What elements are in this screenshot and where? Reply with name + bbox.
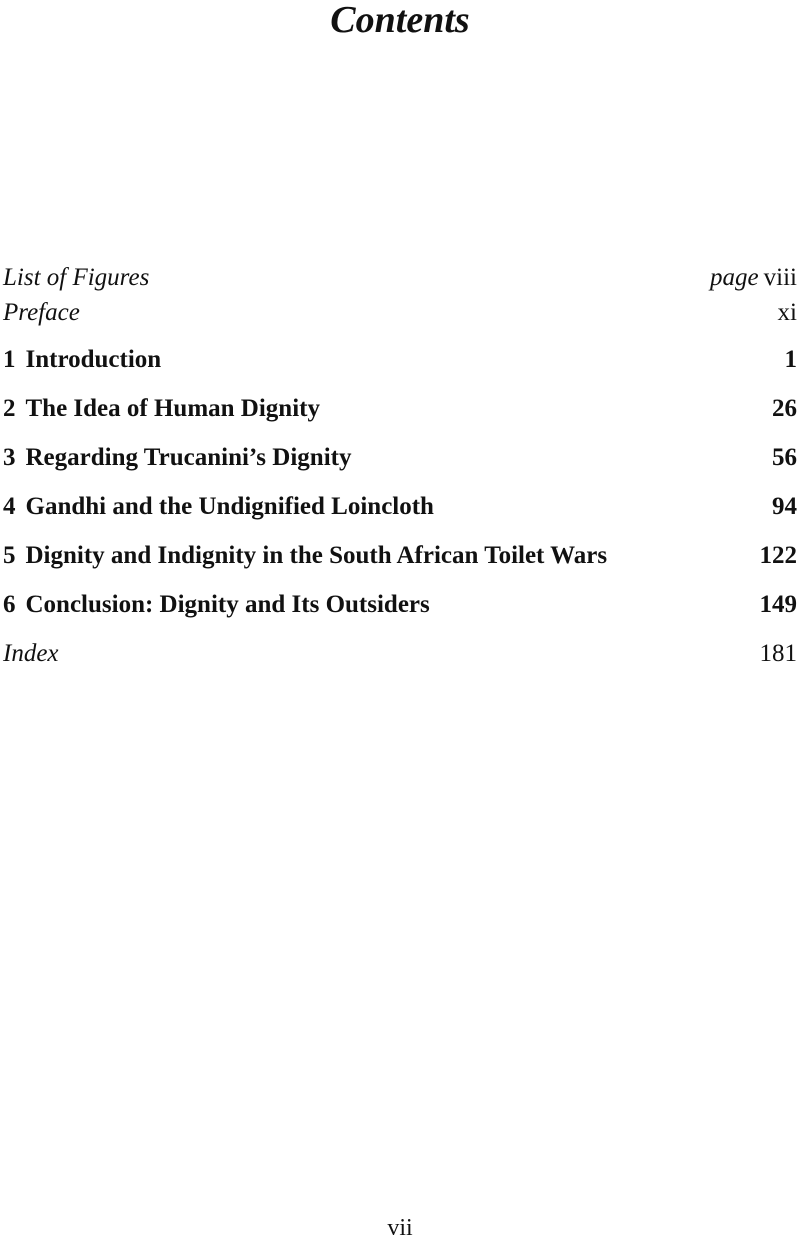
toc-entry-label <box>3 346 161 374</box>
toc-entry-label <box>3 493 434 521</box>
chapter-number: 1 <box>3 346 16 373</box>
toc-page-number: 56 <box>772 444 797 471</box>
toc-entry-label <box>3 591 430 619</box>
toc-entry-label: List of Figures <box>3 264 150 291</box>
toc-entry-chapter-1[interactable] <box>3 346 797 374</box>
toc-entry-page <box>710 264 797 292</box>
toc-page-number: 181 <box>759 640 797 667</box>
toc-entry-chapter-5[interactable] <box>3 542 797 570</box>
toc-entry-label: Preface <box>3 299 80 326</box>
chapter-number: 2 <box>3 395 16 422</box>
toc-entry-index[interactable] <box>3 640 797 668</box>
toc-entry-label <box>3 542 607 570</box>
chapter-title: Dignity and Indignity in the South African Toilet Wars <box>25 542 608 569</box>
toc-entry-chapter-6[interactable] <box>3 591 797 619</box>
toc-entry-label <box>3 444 351 472</box>
toc-entry-chapter-3[interactable] <box>3 444 797 472</box>
toc-entry-label: Index <box>3 640 59 667</box>
chapter-title: Regarding Trucanini’s Dignity <box>25 444 352 471</box>
chapter-number: 6 <box>3 591 16 618</box>
toc-page-number: xi <box>777 299 797 326</box>
toc-page-number: 26 <box>772 395 797 422</box>
chapter-number: 3 <box>3 444 16 471</box>
toc-entry-preface[interactable] <box>3 299 797 327</box>
page-title: Contents <box>330 0 470 41</box>
chapter-title: Conclusion: Dignity and Its Outsiders <box>25 591 430 618</box>
page-folio: vii <box>387 1215 413 1241</box>
chapter-number: 4 <box>3 493 16 520</box>
toc-entry-chapter-4[interactable] <box>3 493 797 521</box>
chapter-title: The Idea of Human Dignity <box>25 395 320 422</box>
chapter-number: 5 <box>3 542 16 569</box>
chapter-title: Gandhi and the Undignified Loincloth <box>25 493 434 520</box>
toc-page-number: 122 <box>759 542 797 569</box>
toc-page-number: 149 <box>759 591 797 618</box>
toc-entry-chapter-2[interactable] <box>3 395 797 423</box>
page-prefix: page <box>710 264 759 291</box>
toc-entry-label <box>3 395 320 423</box>
toc-page-number: 94 <box>772 493 797 520</box>
toc-entry-list-of-figures[interactable] <box>3 264 797 292</box>
chapter-title: Introduction <box>25 346 162 373</box>
toc-page-number: 1 <box>784 346 797 373</box>
toc-page-number: viii <box>763 264 797 291</box>
